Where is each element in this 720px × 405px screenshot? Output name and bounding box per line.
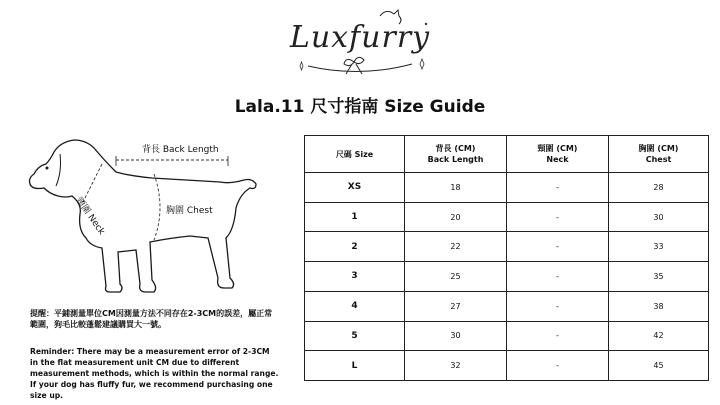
cell-chest: 28 xyxy=(609,173,709,203)
table-row xyxy=(305,173,709,203)
back-length-label: 背長 Back Length xyxy=(142,145,219,155)
cell-chest: 45 xyxy=(609,351,709,381)
table-row xyxy=(305,202,709,232)
size-table xyxy=(304,135,709,381)
cell-size: 1 xyxy=(305,202,405,232)
chest-loop xyxy=(154,174,160,240)
cell-neck: - xyxy=(507,202,609,232)
cell-size: 2 xyxy=(305,232,405,262)
cell-size: 4 xyxy=(305,291,405,321)
cell-size: 5 xyxy=(305,321,405,351)
dog-silhouette xyxy=(30,140,257,292)
cell-back-length: 27 xyxy=(405,291,507,321)
cell-back-length: 22 xyxy=(405,232,507,262)
page-title: Lala.11 尺寸指南 Size Guide xyxy=(234,97,486,117)
header-chest: 胸圍 (CM) Chest xyxy=(609,136,709,173)
cell-back-length: 18 xyxy=(405,173,507,203)
header-size: 尺碼 Size xyxy=(305,136,405,173)
table-row xyxy=(305,262,709,292)
cell-chest: 33 xyxy=(609,232,709,262)
cell-back-length: 32 xyxy=(405,351,507,381)
table-row xyxy=(305,232,709,262)
table-header-row xyxy=(305,136,709,173)
cell-neck: - xyxy=(507,291,609,321)
cell-back-length: 20 xyxy=(405,202,507,232)
cell-chest: 30 xyxy=(609,202,709,232)
cell-size: 3 xyxy=(305,262,405,292)
header-neck: 頸圍 (CM) Neck xyxy=(507,136,609,173)
cell-chest: 35 xyxy=(609,262,709,292)
cell-chest: 42 xyxy=(609,321,709,351)
cell-back-length: 30 xyxy=(405,321,507,351)
table-row xyxy=(305,321,709,351)
cell-back-length: 25 xyxy=(405,262,507,292)
cell-neck: - xyxy=(507,262,609,292)
table-row xyxy=(305,291,709,321)
brand-logo xyxy=(280,6,440,84)
dog-outline-diagram xyxy=(20,138,290,298)
neck-label: 頸圍 Neck xyxy=(73,195,107,237)
measurement-notes xyxy=(30,308,280,401)
reminder-english: Reminder: There may be a measurement error of 2-3CM in the flat measurement unit CM due to different measurement methods, which is within the normal range. If your dog has fluffy fur, we recommend purchasing one size up. xyxy=(30,347,279,400)
cell-neck: - xyxy=(507,321,609,351)
header-back-length: 背長 (CM) Back Length xyxy=(405,136,507,173)
logo-wordmark: Luxfurry xyxy=(289,20,431,55)
cell-neck: - xyxy=(507,351,609,381)
reminder-chinese: 提醒：平鋪測量單位CM因測量方法不同存在2-3CM的誤差，屬正常範圍，狗毛比較蓬鬆建議購買大一號。 xyxy=(30,309,273,329)
cell-size: XS xyxy=(305,173,405,203)
table-row xyxy=(305,351,709,381)
cell-neck: - xyxy=(507,232,609,262)
cell-chest: 38 xyxy=(609,291,709,321)
cell-neck: - xyxy=(507,173,609,203)
cell-size: L xyxy=(305,351,405,381)
chest-label: 胸圍 Chest xyxy=(166,206,213,216)
